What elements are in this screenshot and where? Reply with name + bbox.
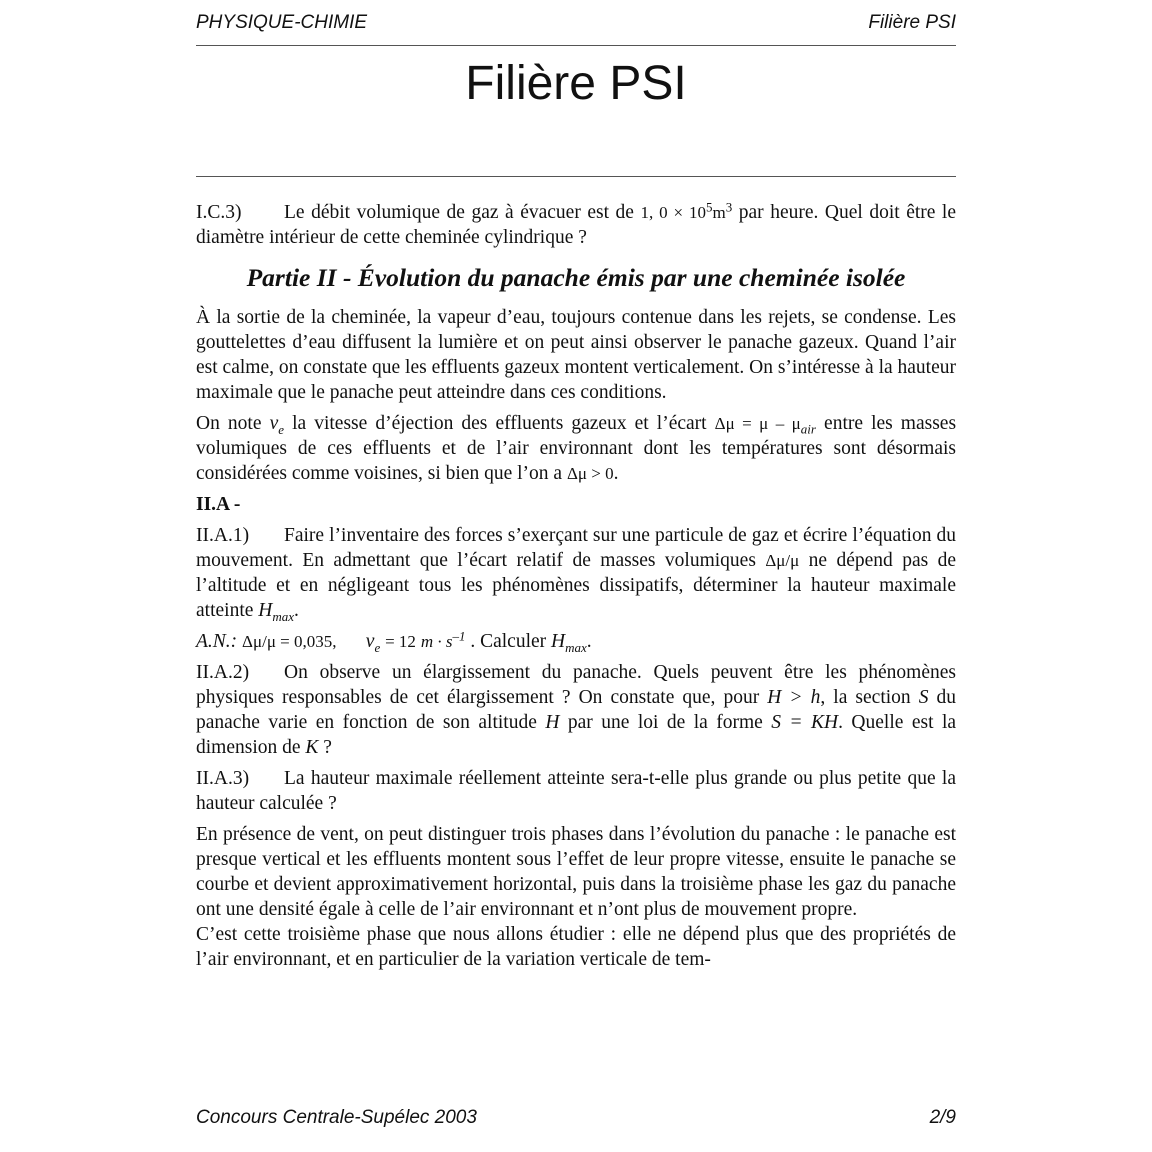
question-number: II.A.3) bbox=[196, 768, 250, 789]
part-heading: Partie II - Évolution du panache émis par une cheminée isolée bbox=[246, 263, 906, 292]
header-rule bbox=[196, 45, 956, 46]
velocity-symbol: $v_e$ bbox=[269, 413, 284, 437]
document-body bbox=[196, 200, 956, 978]
density-difference: $\Delta\mu = \mu - \mu_{air}$ bbox=[714, 414, 816, 437]
document-page bbox=[196, 0, 956, 1152]
question-number: II.A.1) bbox=[196, 525, 250, 546]
section-heading: II.A - bbox=[196, 494, 241, 515]
hmax-symbol: $H_{max}$ bbox=[258, 600, 295, 624]
notation-paragraph: On note $v_e$ la vitesse d’éjection des effluents gazeux et l’écart $\Delta\mu = \mu - \mu_{air}$ entre les masses volumiques de ces effluents et de l’air environnant dont les températures sont désormais considérées comme voisines, si bien que l’on a Δμ > 0. bbox=[196, 413, 957, 484]
wind-paragraph: En présence de vent, on peut distinguer trois phases dans l’évolution du panache : le panache est presque vertical et les effluents montent sous l’effet de leur propre vitesse, ensuite le panache se courbe et devient approximativement horizontal, puis dans la troisième phase les gaz du panache ont une densité égale à celle de l’air environnant et n’ont plus de mouvement propre. bbox=[196, 824, 956, 920]
footer-exam: Concours Centrale-Supélec 2003 bbox=[196, 1107, 477, 1128]
page-number: 2/9 bbox=[929, 1107, 956, 1128]
density-condition: Δμ > 0 bbox=[566, 464, 614, 483]
running-footer bbox=[196, 1107, 956, 1129]
question-number: I.C.3) bbox=[196, 202, 242, 223]
question-iia2: II.A.2) On observe un élargissement du panache. Quels peuvent être les phénomènes physiques responsables de cet élargissement ? On constate que, pour H > h, la section S du panache varie en fonction de son altitude H par une loi de la forme S = KH. Quelle est la dimension de K ? bbox=[196, 662, 957, 758]
header-track: Filière PSI bbox=[868, 12, 956, 33]
question-number: II.A.2) bbox=[196, 662, 250, 683]
flow-rate-value: 1, $0 \times 10^5m^3$ bbox=[640, 199, 733, 222]
page-title: Filière PSI bbox=[465, 57, 687, 110]
third-phase-paragraph: C’est cette troisième phase que nous allons étudier : elle ne dépend plus que des propriétés de l’air environnant, et en particulier de la variation verticale de tem- bbox=[196, 924, 956, 970]
question-iia1: II.A.1) Faire l’inventaire des forces s’exerçant sur une particule de gaz et écrire l’équation du mouvement. En admettant que l’écart relatif de masses volumiques Δμ/μ ne dépend pas de l’altitude et en négligeant tous les phénomènes dissipatifs, déterminer la hauteur maximale atteinte $H_{max}$. bbox=[196, 525, 957, 624]
title-rule bbox=[196, 176, 956, 177]
running-header bbox=[196, 12, 956, 34]
header-subject: PHYSIQUE-CHIMIE bbox=[196, 12, 368, 33]
numerical-application: A.N.: Δμ/μ = 0,035, $v_e = 12$ $m \cdot s^{-1}$ . Calculer $H_{max}$. bbox=[196, 628, 592, 655]
question-ic3: I.C.3) Le débit volumique de gaz à évacuer est de 1, $0 \times 10^5m^3$ par heure. Quel doit être le diamètre intérieur de cette cheminée cylindrique ? bbox=[196, 199, 957, 248]
question-iia3: II.A.3) La hauteur maximale réellement atteinte sera-t-elle plus grande ou plus petite que la hauteur calculée ? bbox=[196, 768, 956, 814]
intro-paragraph: À la sortie de la cheminée, la vapeur d’eau, toujours contenue dans les rejets, se condense. Les gouttelettes d’eau diffusent la lumière et on peut ainsi observer le panache gazeux. Quand l’air est calme, on constate que les effluents gazeux montent verticalement. On s’intéresse à la hauteur maximale que le panache peut atteindre dans ces conditions. bbox=[196, 307, 956, 403]
